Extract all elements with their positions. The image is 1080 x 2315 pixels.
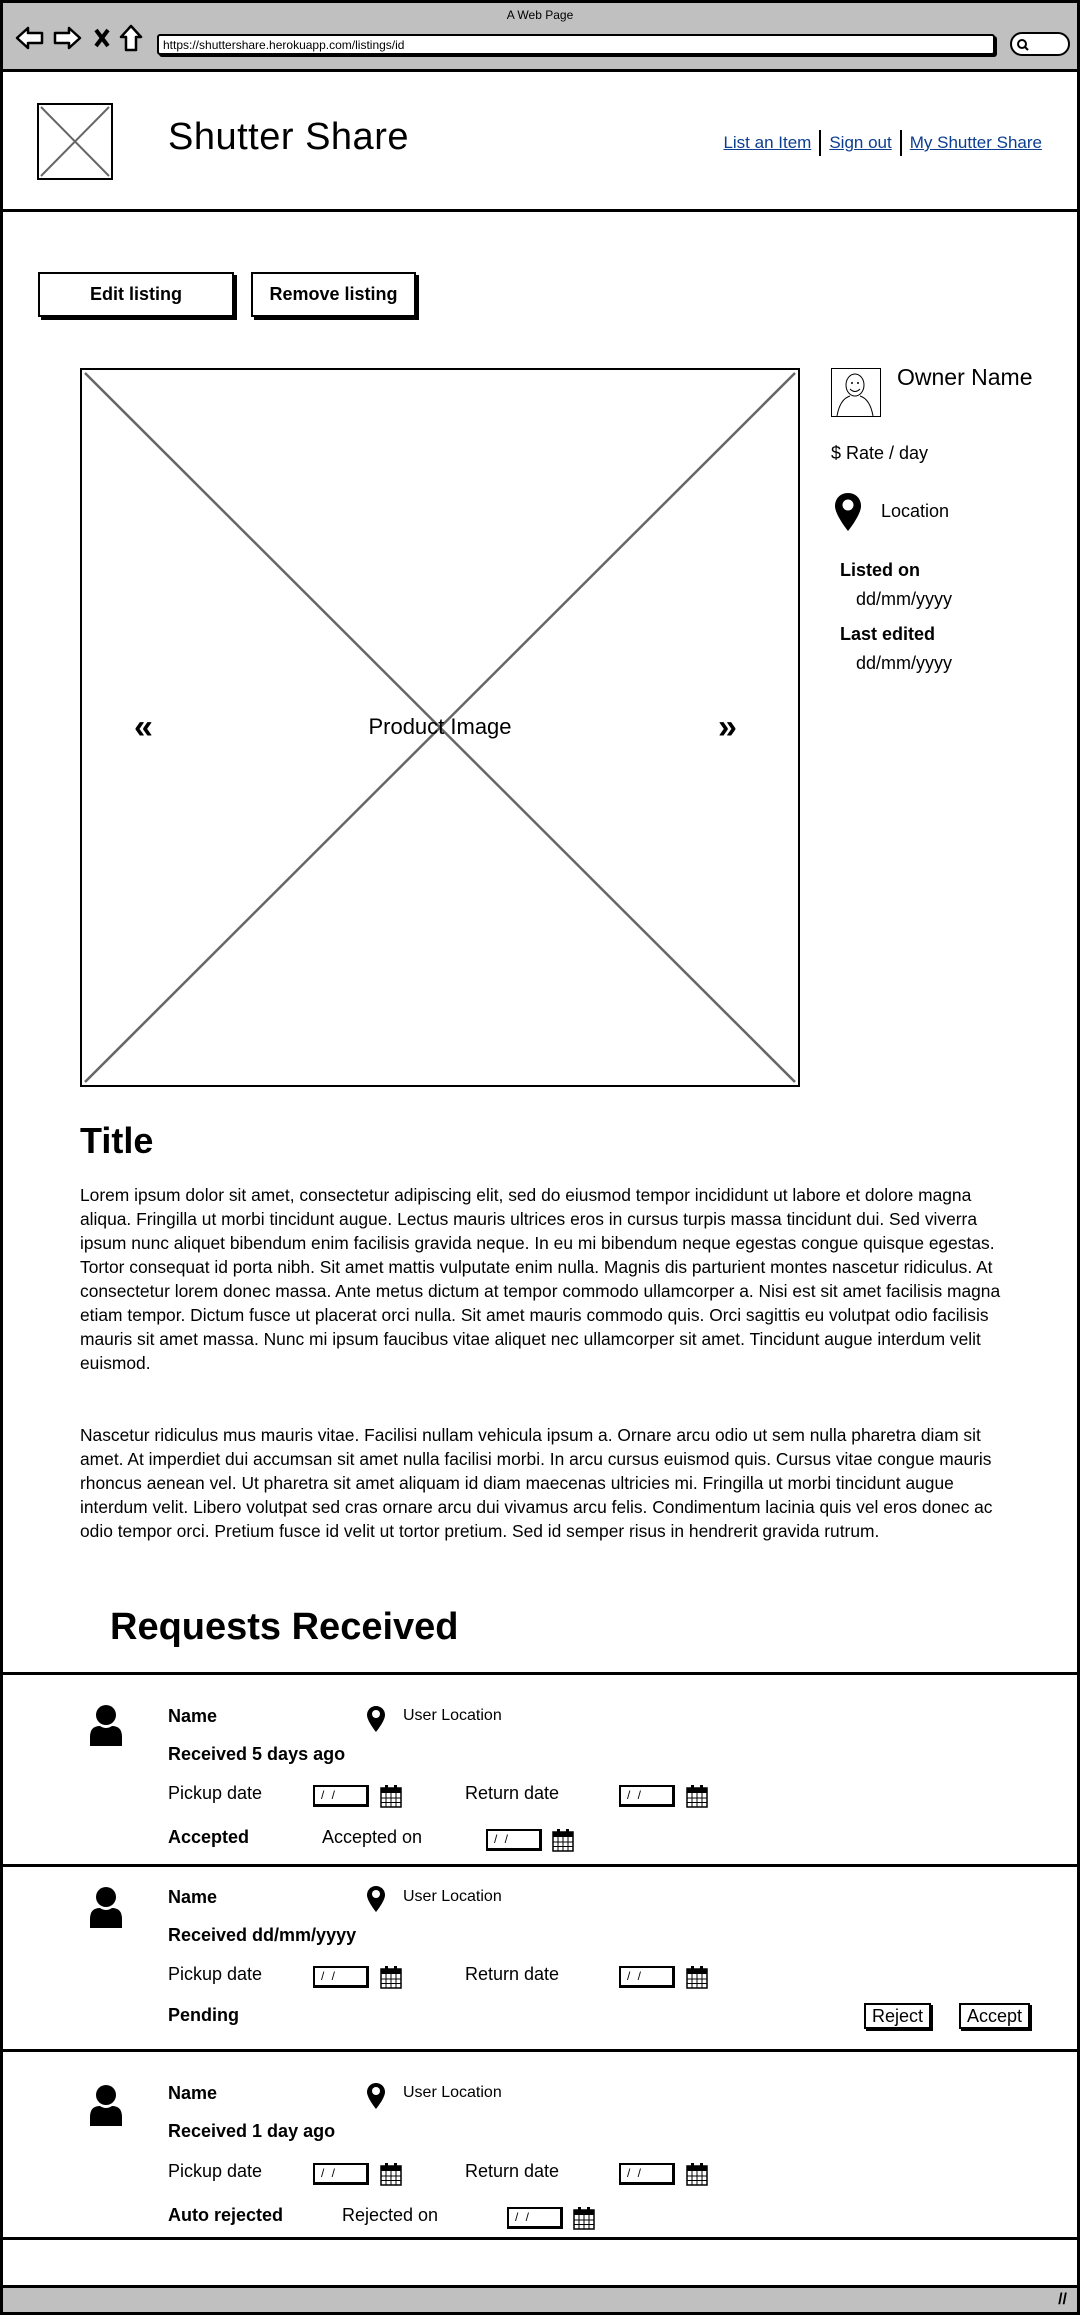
section-divider [0, 2237, 1080, 2240]
user-avatar-icon [832, 369, 880, 416]
resize-grip-icon[interactable]: // [1058, 2291, 1067, 2308]
browser-toolbar [0, 0, 1080, 72]
received-time: Received 5 days ago [168, 1744, 346, 1764]
rate-per-day: $ Rate / day [831, 443, 929, 463]
status-date-field[interactable]: / / [507, 2207, 563, 2229]
request-status: Auto rejected [168, 2205, 284, 2225]
request-row [0, 1672, 1080, 1864]
return-date-field[interactable]: / / [619, 2163, 675, 2185]
requester-location: User Location [403, 2084, 502, 2101]
return-date-label: Return date [465, 1783, 560, 1803]
nav-link-sign-out[interactable]: Sign out [829, 133, 892, 152]
user-icon [88, 1886, 124, 1935]
requester-location: User Location [403, 1707, 502, 1724]
requester-location: User Location [403, 1888, 502, 1905]
received-time: Received dd/mm/yyyy [168, 1925, 357, 1945]
requester-name[interactable]: Name [168, 2083, 218, 2103]
pickup-date-label: Pickup date [168, 1964, 263, 1984]
listed-on-value: dd/mm/yyyy [856, 589, 953, 609]
request-status: Accepted [168, 1827, 250, 1847]
location-pin-icon [834, 492, 862, 537]
status-date-field[interactable]: / / [486, 1829, 542, 1851]
listed-on-label: Listed on [840, 560, 920, 580]
pickup-date-label: Pickup date [168, 1783, 263, 1803]
pickup-date-field[interactable]: / / [313, 1966, 369, 1988]
url-bar[interactable]: https://shuttershare.herokuapp.com/listings/id [157, 34, 995, 55]
requester-name[interactable]: Name [168, 1706, 218, 1726]
location-pin-icon [366, 1705, 386, 1738]
last-edited-label: Last edited [840, 624, 936, 644]
product-image-carousel [80, 368, 800, 1087]
site-title: Shutter Share [168, 116, 409, 158]
user-icon [88, 2084, 124, 2133]
site-header [0, 72, 1080, 212]
stop-icon[interactable] [94, 25, 110, 51]
home-icon[interactable] [119, 25, 143, 51]
requests-heading: Requests Received [110, 1606, 459, 1648]
listing-title: Title [80, 1120, 154, 1161]
requester-name[interactable]: Name [168, 1887, 218, 1907]
remove-listing-button[interactable]: Remove listing [251, 272, 416, 317]
window-title: A Web Page [506, 8, 574, 22]
calendar-icon[interactable] [552, 1828, 574, 1857]
pickup-date-label: Pickup date [168, 2161, 263, 2181]
return-date-field[interactable]: / / [619, 1966, 675, 1988]
logo-placeholder[interactable] [37, 103, 113, 180]
search-icon [1016, 38, 1030, 52]
request-row [0, 1864, 1080, 2049]
status-date-label: Rejected on [342, 2205, 439, 2225]
nav-link-list-an-item[interactable]: List an Item [723, 133, 812, 152]
reject-button[interactable]: Reject [864, 2003, 931, 2029]
return-date-label: Return date [465, 1964, 560, 1984]
calendar-icon[interactable] [686, 2162, 708, 2191]
return-date-label: Return date [465, 2161, 560, 2181]
edit-listing-button[interactable]: Edit listing [38, 272, 234, 317]
product-image-label: Product Image [368, 714, 512, 739]
calendar-icon[interactable] [380, 2162, 402, 2191]
image-placeholder-icon [39, 105, 111, 178]
request-status: Pending [168, 2005, 239, 2025]
listing-location: Location [881, 501, 950, 521]
back-icon[interactable] [15, 25, 45, 51]
accept-button[interactable]: Accept [959, 2003, 1030, 2029]
pickup-date-field[interactable]: / / [313, 2163, 369, 2185]
location-pin-icon [366, 2082, 386, 2115]
owner-name[interactable]: Owner Name [897, 364, 1033, 390]
calendar-icon[interactable] [573, 2206, 595, 2235]
carousel-next-icon[interactable]: » [718, 708, 737, 746]
browser-search-box[interactable] [1010, 32, 1070, 56]
forward-icon[interactable] [52, 25, 82, 51]
carousel-prev-icon[interactable]: « [134, 708, 153, 746]
status-date-label: Accepted on [322, 1827, 423, 1847]
location-pin-icon [366, 1885, 386, 1918]
listing-description-paragraph: Nascetur ridiculus mus mauris vitae. Facilisi nullam vehicula ipsum a. Ornare arcu odio ut sem nulla pharetra diam sit amet. At imperdiet dui accumsan sit amet nulla facilisi morbi. In arcu cursus euismod quis. Cursus vitae congue mauris rhoncus aenean vel. Ut pharetra sit amet aliquam id diam maecenas ultricies mi. Fringilla ut morbi tincidunt augue interdum velit. Libero volutpat sed cras ornare arcu dui vivamus arcu felis. Condimentum lacinia quis vel eros donec ac odio tempor orci. Pretium fusce id velit ut tortor pretium. Sed id semper risus in hendrerit gravida rutrum. [80, 1425, 993, 1541]
nav-divider [819, 130, 821, 156]
request-row [0, 2049, 1080, 2237]
pickup-date-field[interactable]: / / [313, 1785, 369, 1807]
owner-avatar[interactable] [831, 368, 881, 417]
listing-description-paragraph: Lorem ipsum dolor sit amet, consectetur adipiscing elit, sed do eiusmod tempor incididunt ut labore et dolore magna aliqua. Fringilla ut morbi tincidunt augue. Lectus mauris ultrices eros in cursus turpis massa tincidunt dui. Sed viverra ipsum nunc aliquet bibendum enim facilisis gravida neque. In eu mi bibendum neque egestas congue quisque egestas. Tortor consequat id porta nibh. Sit amet mattis vulputate enim nulla. Magnis dis parturient montes nascetur ridiculus. At consectetur lorem donec massa. Ante metus dictum at tempor commodo ullamcorper a. Nisi est sit amet facilisis magna etiam tempor. Dictum fusce ut placerat orci nulla. Sit amet mauris commodo quis. Orci sagittis eu volutpat odio facilisis mauris sit amet massa. Nunc mi ipsum faucibus vitae aliquet nec ullamcorper sit amet. Tincidunt augue interdum velit euismod. [80, 1185, 1001, 1373]
nav-link-my-shutter-share[interactable]: My Shutter Share [909, 133, 1042, 152]
received-time: Received 1 day ago [168, 2121, 336, 2141]
calendar-icon[interactable] [380, 1965, 402, 1994]
calendar-icon[interactable] [686, 1965, 708, 1994]
last-edited-value: dd/mm/yyyy [856, 653, 953, 673]
user-icon [88, 1704, 124, 1753]
return-date-field[interactable]: / / [619, 1785, 675, 1807]
calendar-icon[interactable] [686, 1784, 708, 1813]
top-nav [723, 130, 1042, 156]
browser-status-bar [0, 2285, 1080, 2315]
nav-divider [900, 130, 902, 156]
calendar-icon[interactable] [380, 1784, 402, 1813]
